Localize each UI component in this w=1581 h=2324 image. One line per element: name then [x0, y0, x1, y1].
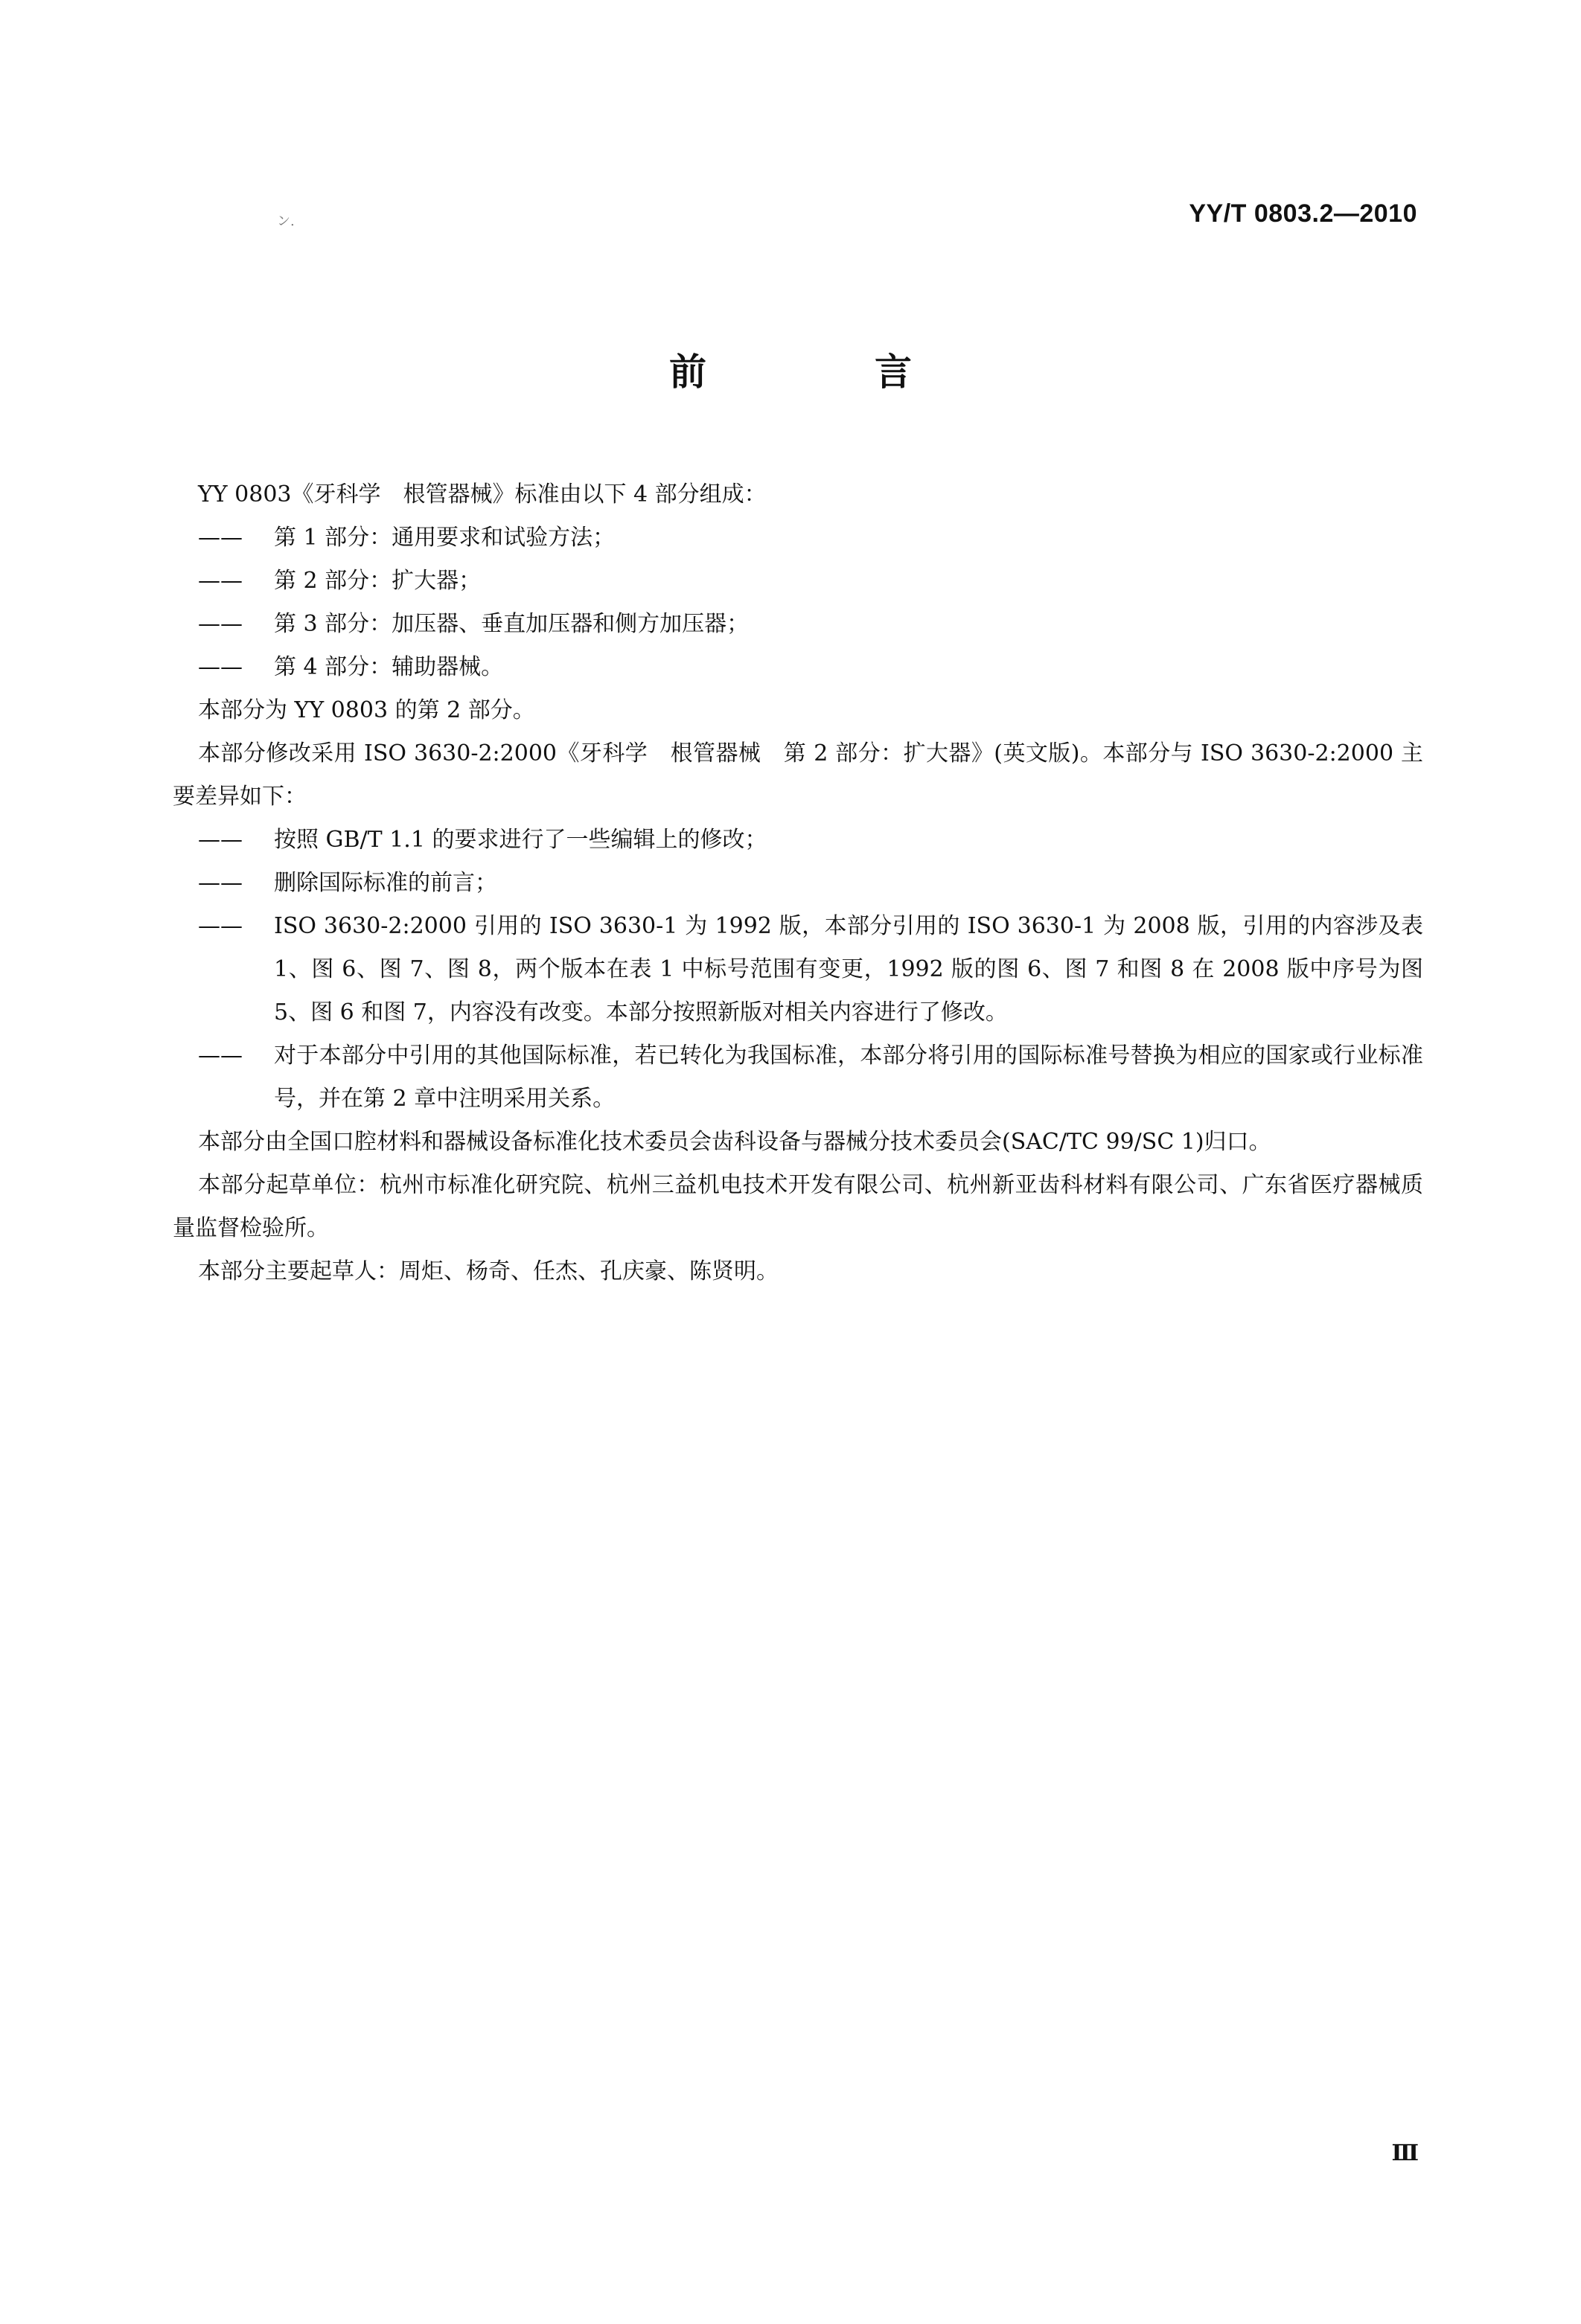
- dash-mark: ——: [198, 827, 243, 853]
- list-item-text: 按照 GB/T 1.1 的要求进行了一些编辑上的修改；: [274, 827, 767, 853]
- part-statement: 本部分为 YY 0803 的第 2 部分。: [198, 697, 535, 723]
- document-body: [173, 473, 1423, 1293]
- dash-mark: ——: [198, 568, 243, 594]
- list-item-difference-4: [173, 1034, 1423, 1121]
- standard-code: YY/T 0803.2—2010: [1189, 199, 1417, 228]
- dash-mark: ——: [198, 870, 243, 896]
- page-number: Ⅲ: [1391, 2141, 1419, 2165]
- list-item-difference-2: [173, 862, 1423, 905]
- scan-mark: ン.: [277, 214, 295, 229]
- intro-paragraph: YY 0803《牙科学 根管器械》标准由以下 4 部分组成：: [198, 481, 767, 508]
- list-item-text: 对于本部分中引用的其他国际标准，若已转化为我国标准，本部分将引用的国际标准号替换为相应的国家或行业标准号，并在第 2 章中注明采用关系。: [274, 1043, 1423, 1112]
- list-item-difference-3: [173, 905, 1423, 1034]
- list-item-part-4: [173, 646, 1423, 689]
- list-item-text: 第 1 部分：通用要求和试验方法；: [274, 525, 616, 551]
- list-item-text: 第 3 部分：加压器、垂直加压器和侧方加压器；: [274, 611, 750, 637]
- list-item-part-2: [173, 560, 1423, 603]
- list-item-text: 第 2 部分：扩大器；: [274, 568, 482, 594]
- adoption-paragraph: 本部分修改采用 ISO 3630-2:2000《牙科学 根管器械 第 2 部分：扩大器》(英文版)。本部分与 ISO 3630-2:2000 主要差异如下：: [173, 740, 1423, 810]
- list-item-difference-1: [173, 819, 1423, 862]
- page-title: 前 言: [669, 350, 977, 394]
- jurisdiction-paragraph: 本部分由全国口腔材料和器械设备标准化技术委员会齿科设备与器械分技术委员会(SAC/TC 99/SC 1)归口。: [198, 1129, 1271, 1155]
- dash-mark: ——: [198, 1043, 243, 1069]
- drafting-units-paragraph: 本部分起草单位：杭州市标准化研究院、杭州三益机电技术开发有限公司、杭州新亚齿科材料有限公司、广东省医疗器械质量监督检验所。: [173, 1172, 1423, 1241]
- list-item-part-1: [173, 516, 1423, 560]
- list-item-text: 第 4 部分：辅助器械。: [274, 654, 504, 680]
- dash-mark: ——: [198, 654, 243, 680]
- dash-mark: ——: [198, 913, 243, 939]
- list-item-part-3: [173, 603, 1423, 646]
- dash-mark: ——: [198, 525, 243, 551]
- dash-mark: ——: [198, 611, 243, 637]
- list-item-text: 删除国际标准的前言；: [274, 870, 497, 896]
- list-item-text: ISO 3630-2:2000 引用的 ISO 3630-1 为 1992 版，本部分引用的 ISO 3630-1 为 2008 版，引用的内容涉及表 1、图 6、图 7、图 8，两个版本在表 1 中标号范围有变更，1992 版的图 6、图 7 和图 8 在 2008 版中序号为图 5、图 6 和图 7，内容没有改变。本部分按照新版对相关内容进行了修改。: [274, 913, 1423, 1025]
- drafters-paragraph: 本部分主要起草人：周炬、杨奇、任杰、孔庆豪、陈贤明。: [198, 1258, 779, 1284]
